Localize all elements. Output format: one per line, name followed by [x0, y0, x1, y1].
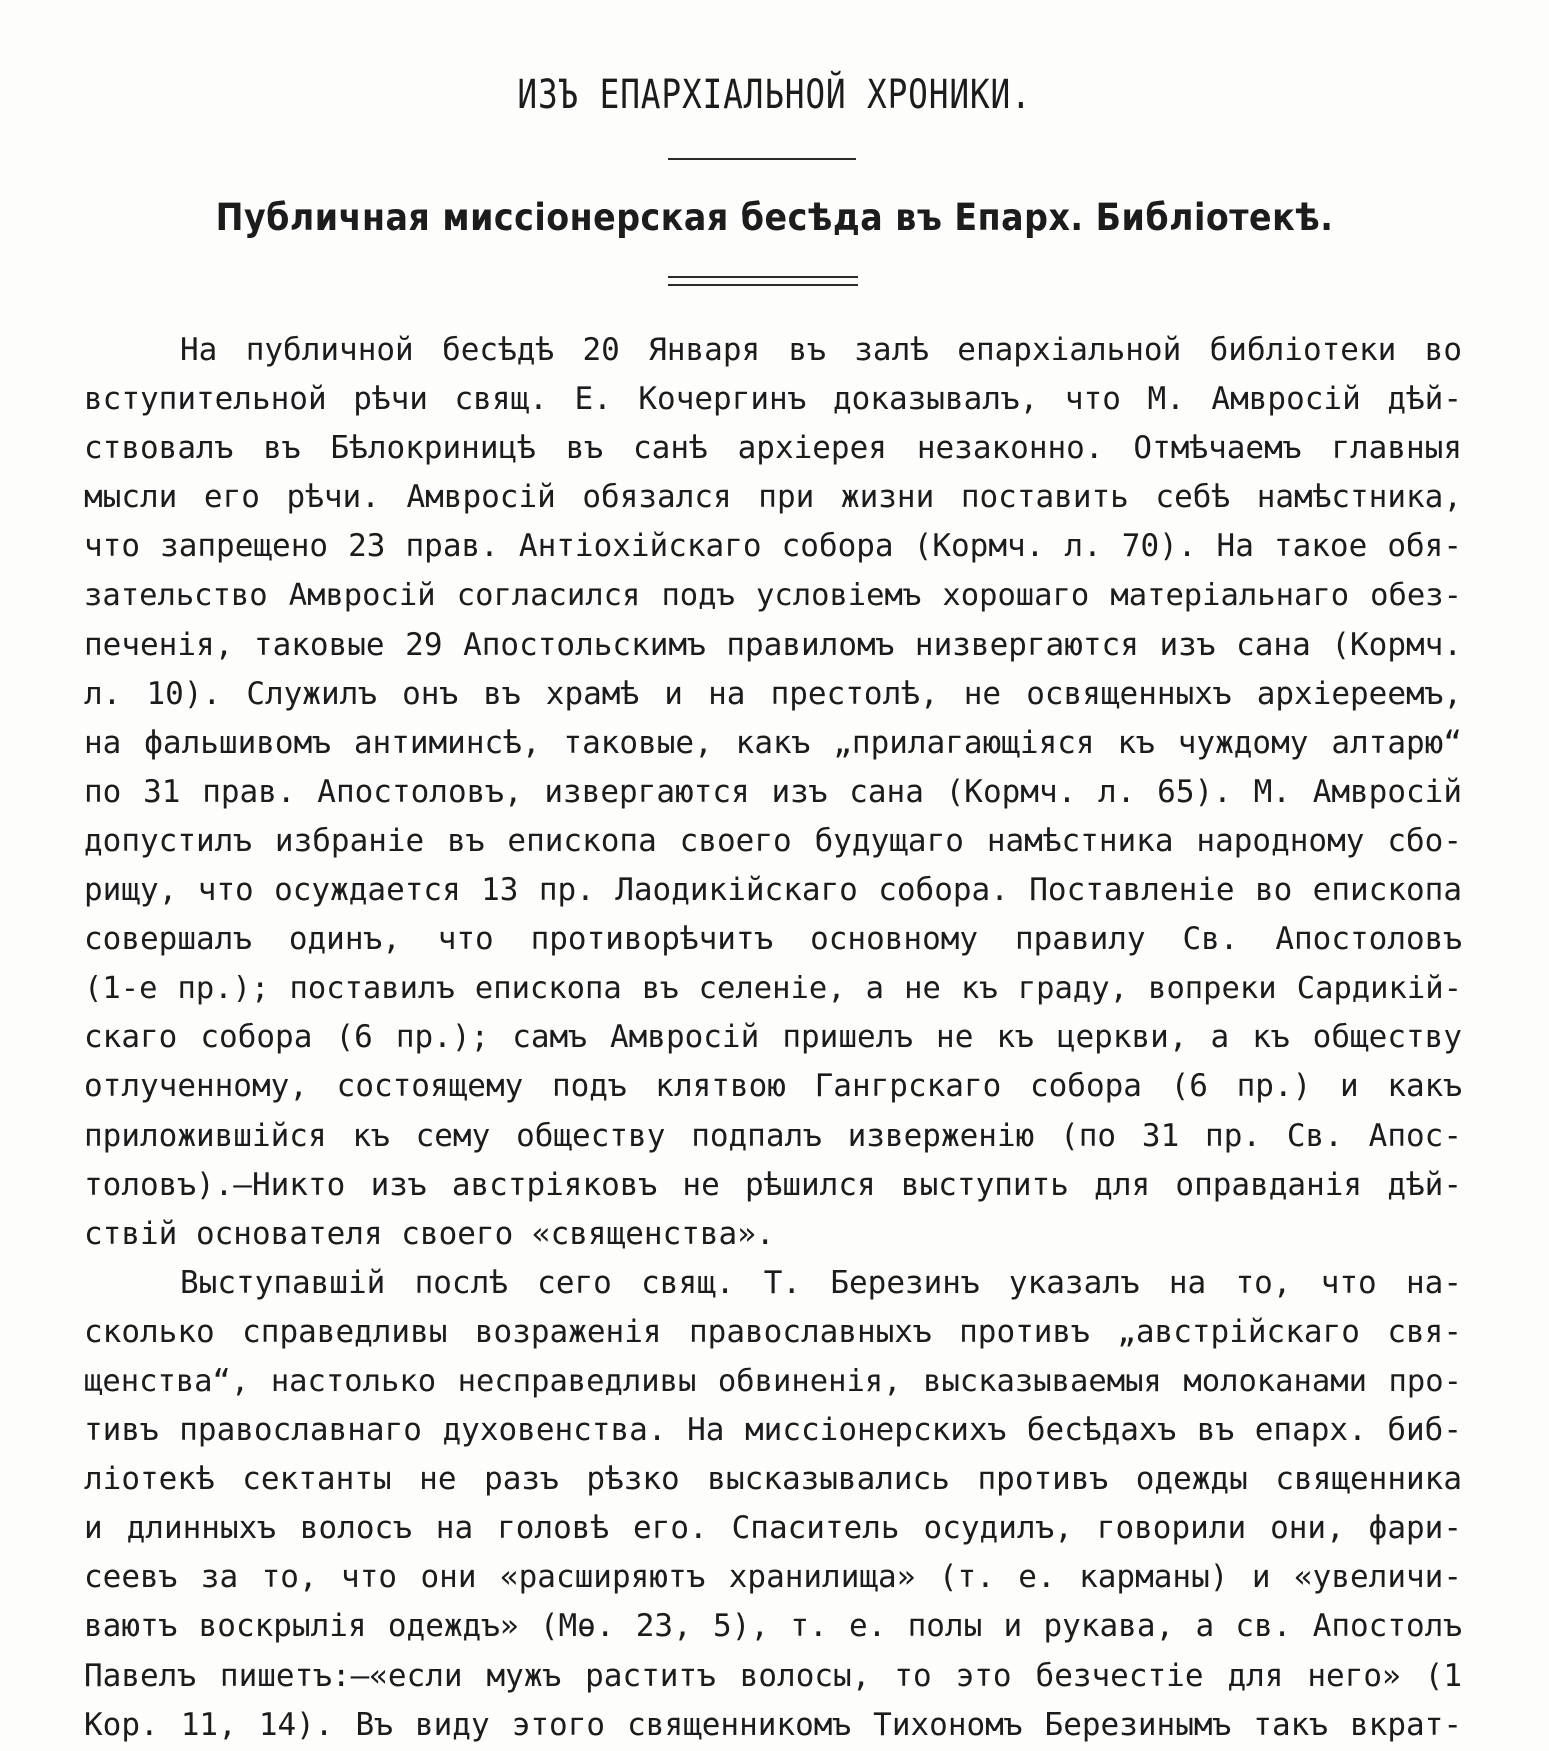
- heading-divider: [668, 158, 856, 160]
- text-line: и длинныхъ волосъ на головѣ его. Спаситель осудилъ, говорили они, фари-: [84, 1510, 1462, 1547]
- text-line: допустилъ избраніе въ епископа своего будущаго намѣстника народному сбо-: [84, 822, 1462, 859]
- text-line: ліотекѣ сектанты не разъ рѣзко высказывались противъ одежды священника: [84, 1461, 1462, 1498]
- text-line: ствовалъ въ Бѣлокриницѣ въ санѣ архіерея незаконно. Отмѣчаемъ главныя: [84, 430, 1462, 467]
- text-line: по 31 прав. Апостоловъ, извергаются изъ сана (Кормч. л. 65). М. Амвросій: [84, 773, 1462, 810]
- text-line: что запрещено 23 прав. Антіохійскаго собора (Кормч. л. 70). На такое обя-: [84, 528, 1462, 565]
- text-line: скаго собора (6 пр.); самъ Амвросій пришелъ не къ церкви, а къ обществу: [84, 1019, 1462, 1056]
- text-line: рищу, что осуждается 13 пр. Лаодикійскаго собора. Поставленіе во епископа: [84, 872, 1462, 909]
- text-line: Выступавшій послѣ сего свящ. Т. Березинъ указалъ на то, что на-: [180, 1264, 1462, 1301]
- title-double-divider: [668, 276, 858, 286]
- text-line: мысли его рѣчи. Амвросій обязался при жизни поставить себѣ намѣстника,: [84, 479, 1462, 516]
- article-title: Публичная миссіонерская бесѣда въ Епарх. Библіотекѣ.: [215, 196, 1334, 239]
- text-line: (1-е пр.); поставилъ епископа въ селеніе, а не къ граду, вопреки Сардикій-: [84, 971, 1462, 1007]
- article-body: [84, 326, 1462, 1750]
- text-line: Кор. 11, 14). Въ виду этого священникомъ Тихономъ Березинымъ такъ вкрат-: [84, 1706, 1462, 1743]
- text-line: вступительной рѣчи свящ. Е. Кочергинъ доказывалъ, что М. Амвросій дѣй-: [84, 381, 1462, 418]
- text-line: щенства“, настолько несправедливы обвиненія, высказываемыя молоканами про-: [84, 1363, 1462, 1399]
- page-heading: ИЗЪ ЕПАРХІАЛЬНОЙ ХРОНИКИ.: [517, 72, 1032, 118]
- text-line: на фальшивомъ антиминсѣ, таковые, какъ „прилагающіяся къ чуждому алтарю“: [84, 724, 1462, 761]
- text-line: На публичной бесѣдѣ 20 Января въ залѣ епархіальной библіотеки во: [180, 332, 1462, 368]
- text-line: ваютъ воскрылія одеждъ» (Мѳ. 23, 5), т. е. полы и рукава, а св. Апостолъ: [84, 1608, 1462, 1645]
- text-line: ствій основателя своего «священства».: [84, 1215, 775, 1252]
- text-line: толовъ).—Никто изъ австріяковъ не рѣшился выступить для оправданія дѣй-: [84, 1166, 1462, 1203]
- text-line: зательство Амвросій согласился подъ условіемъ хорошаго матеріальнаго обез-: [84, 578, 1462, 614]
- text-line: л. 10). Служилъ онъ въ храмѣ и на престолѣ, не освященныхъ архіереемъ,: [84, 675, 1462, 712]
- text-line: Павелъ пишетъ:—«если мужъ раститъ волосы, то это безчестіе для него» (1: [84, 1657, 1462, 1694]
- text-line: совершалъ одинъ, что противорѣчитъ основному правилу Св. Апостоловъ: [84, 921, 1462, 958]
- text-line: приложившійся къ сему обществу подпалъ изверженію (по 31 пр. Св. Апос-: [84, 1117, 1462, 1154]
- text-line: сеевъ за то, что они «расширяютъ хранилища» (т. е. карманы) и «увеличи-: [84, 1559, 1462, 1596]
- text-line: сколько справедливы возраженія православныхъ противъ „австрійскаго свя-: [84, 1313, 1462, 1350]
- text-line: отлученному, состоящему подъ клятвою Гангрскаго собора (6 пр.) и какъ: [84, 1068, 1462, 1105]
- text-line: печенія, таковые 29 Апостольскимъ правиломъ низвергаются изъ сана (Кормч.: [84, 626, 1462, 663]
- text-line: тивъ православнаго духовенства. На миссіонерскихъ бесѣдахъ въ епарх. биб-: [84, 1412, 1462, 1449]
